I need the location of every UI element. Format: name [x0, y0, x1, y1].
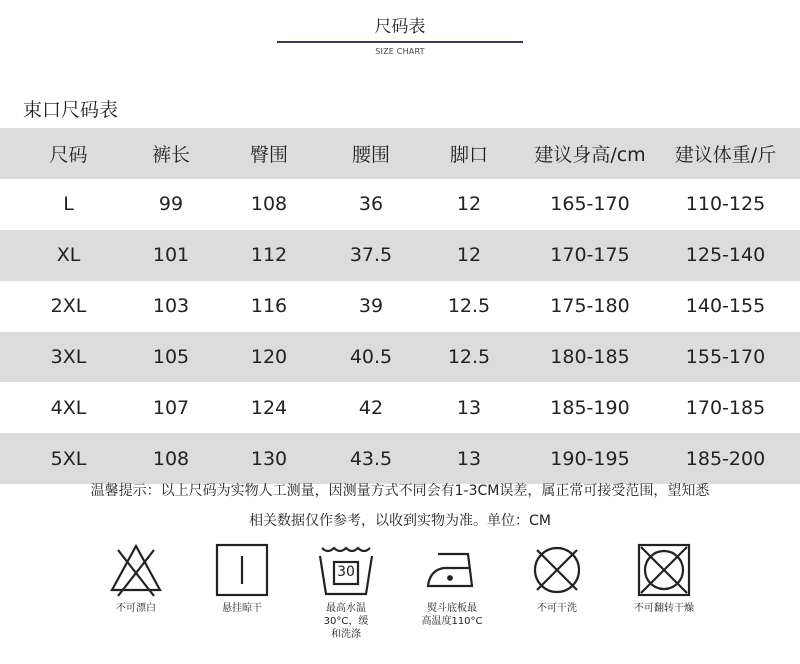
table-cell: 13 — [409, 382, 529, 433]
care-label-line: 高温度110°C — [421, 616, 483, 627]
table-cell: 42 — [333, 382, 409, 433]
table-cell: 99 — [137, 179, 205, 230]
no-bleach-icon — [108, 542, 164, 598]
care-label: 不可翻转干燥 — [634, 603, 694, 614]
table-cell: 107 — [137, 382, 205, 433]
table-cell: 108 — [205, 179, 333, 230]
table-cell: 3XL — [0, 332, 137, 383]
table-row — [0, 179, 800, 230]
table-cell: 43.5 — [333, 433, 409, 484]
table-cell: 40.5 — [333, 332, 409, 383]
header-cell: 建议体重/斤 — [651, 128, 800, 179]
table-cell: 5XL — [0, 433, 137, 484]
header-cell: 腰围 — [333, 128, 409, 179]
table-cell: 110-125 — [651, 179, 800, 230]
table-cell: 12.5 — [409, 332, 529, 383]
wash-30-icon — [318, 542, 374, 598]
care-label-line: 和洗涤 — [331, 629, 361, 640]
table-cell: 36 — [333, 179, 409, 230]
table-row — [0, 332, 800, 383]
notice-line-1: 温馨提示：以上尺码为实物人工测量，因测量方式不同会有1-3CM误差，属正常可接受范围，望知悉 — [90, 483, 710, 499]
table-cell: 190-195 — [529, 433, 651, 484]
header-cell: 臀围 — [205, 128, 333, 179]
table-cell: 116 — [205, 281, 333, 332]
size-chart-table — [0, 128, 800, 484]
table-cell: 130 — [205, 433, 333, 484]
care-label-line: 30°C，缓 — [323, 616, 369, 627]
table-cell: 39 — [333, 281, 409, 332]
table-cell: 12 — [409, 230, 529, 281]
care-label: 不可漂白 — [116, 603, 156, 614]
table-row — [0, 230, 800, 281]
hang-dry-icon — [214, 542, 270, 598]
table-cell: 101 — [137, 230, 205, 281]
wash-temp-value: 30 — [337, 564, 355, 580]
table-cell: 125-140 — [651, 230, 800, 281]
header-cell: 建议身高/cm — [529, 128, 651, 179]
care-label-line: 最高水温 — [326, 603, 366, 614]
no-tumble-dry-icon — [636, 542, 692, 598]
no-dry-clean-icon — [529, 542, 585, 598]
table-cell: 37.5 — [333, 230, 409, 281]
care-label: 不可干洗 — [537, 603, 577, 614]
table-cell: 124 — [205, 382, 333, 433]
header-cell: 尺码 — [0, 128, 137, 179]
page-title: 尺码表 — [374, 17, 426, 37]
table-cell: 12.5 — [409, 281, 529, 332]
table-cell: 170-175 — [529, 230, 651, 281]
table-cell: 140-155 — [651, 281, 800, 332]
notice-line-2: 相关数据仅作参考，以收到实物为准。单位：CM — [249, 513, 551, 529]
title-underline — [277, 41, 523, 43]
table-cell: 170-185 — [651, 382, 800, 433]
table-cell: 180-185 — [529, 332, 651, 383]
table-cell: 120 — [205, 332, 333, 383]
care-label: 悬挂晾干 — [222, 603, 262, 614]
table-cell: 108 — [137, 433, 205, 484]
table-cell: 112 — [205, 230, 333, 281]
table-cell: 165-170 — [529, 179, 651, 230]
iron-icon — [424, 542, 480, 598]
table-cell: 155-170 — [651, 332, 800, 383]
table-row — [0, 281, 800, 332]
header-cell: 裤长 — [137, 128, 205, 179]
table-header-row — [0, 128, 800, 179]
table-cell: 13 — [409, 433, 529, 484]
table-cell: 4XL — [0, 382, 137, 433]
header-cell: 脚口 — [409, 128, 529, 179]
table-cell: 185-200 — [651, 433, 800, 484]
table-cell: 12 — [409, 179, 529, 230]
page-subtitle: SIZE CHART — [375, 47, 425, 56]
table-cell: 103 — [137, 281, 205, 332]
care-label — [306, 602, 386, 641]
section-title: 束口尺码表 — [23, 99, 119, 121]
table-cell: XL — [0, 230, 137, 281]
table-cell: 2XL — [0, 281, 137, 332]
table-cell: L — [0, 179, 137, 230]
table-row — [0, 382, 800, 433]
table-cell: 175-180 — [529, 281, 651, 332]
table-row — [0, 433, 800, 484]
care-label — [402, 602, 502, 628]
care-label-line: 熨斗底板最 — [427, 603, 477, 614]
table-cell: 185-190 — [529, 382, 651, 433]
table-cell: 105 — [137, 332, 205, 383]
